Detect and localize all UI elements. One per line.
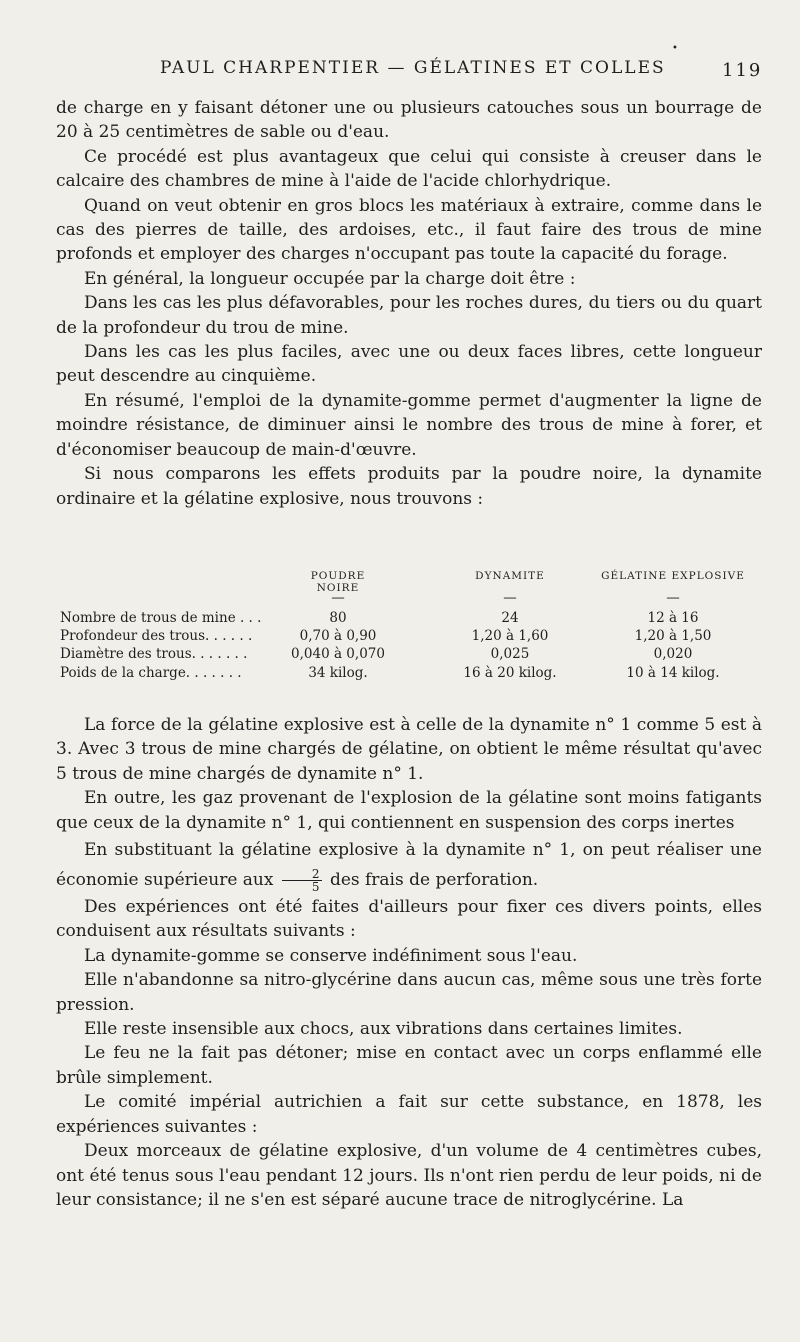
column-dash: — bbox=[331, 590, 345, 606]
body-text-bottom bbox=[56, 713, 762, 1212]
cell: 10 à 14 kilog. bbox=[626, 665, 720, 681]
table-row bbox=[60, 610, 760, 628]
row-label: Profondeur des trous. . . . . . bbox=[60, 628, 253, 644]
row-label: Poids de la charge. . . . . . . bbox=[60, 665, 242, 681]
paragraph: de charge en y faisant détoner une ou plusieurs catouches sous un bourrage de 20 à 25 centimètres de sable ou d'eau. bbox=[56, 98, 762, 143]
column-dash: — bbox=[503, 590, 517, 606]
paragraph: Des expériences ont été faites d'ailleurs pour fixer ces divers points, elles conduisent aux résultats suivants : bbox=[56, 897, 762, 942]
cell: 0,040 à 0,070 bbox=[291, 646, 385, 662]
cell: 24 bbox=[501, 610, 519, 626]
column-header-dynamite: DYNAMITE bbox=[475, 570, 545, 582]
column-dash: — bbox=[666, 590, 680, 606]
cell: 0,70 à 0,90 bbox=[299, 628, 377, 644]
paragraph: Dans les cas les plus défavorables, pour les roches dures, du tiers ou du quart de la profondeur du trou de mine. bbox=[56, 293, 762, 338]
row-label: Diamètre des trous. . . . . . . bbox=[60, 646, 248, 662]
paragraph: La dynamite-gomme se conserve indéfiniment sous l'eau. bbox=[84, 945, 578, 966]
page-number: 119 bbox=[722, 60, 763, 81]
paragraph-text: des frais de perforation. bbox=[329, 870, 539, 891]
fraction-numerator: 2 bbox=[282, 868, 322, 881]
paragraph: Deux morceaux de gélatine explosive, d'un volume de 4 centimètres cubes, ont été tenus sous l'eau pendant 12 jours. Ils n'ont rien perdu de leur poids, ni de leur consistance; il ne s'en est séparé aucune trace de nitroglycérine. La bbox=[56, 1141, 762, 1210]
paragraph: Elle reste insensible aux chocs, aux vibrations dans certaines limites. bbox=[84, 1019, 683, 1040]
cell: 12 à 16 bbox=[647, 610, 699, 626]
printer-mark: • bbox=[672, 43, 680, 54]
fraction bbox=[282, 868, 322, 893]
paragraph: Le comité impérial autrichien a fait sur cette substance, en 1878, les expériences suivantes : bbox=[56, 1092, 762, 1137]
row-label: Nombre de trous de mine . . . bbox=[60, 610, 262, 626]
paragraph-text: En substituant la gélatine explosive à la dynamite n° 1, on peut réaliser une économie supérieure aux bbox=[56, 840, 762, 891]
cell: 1,20 à 1,50 bbox=[634, 628, 712, 644]
fraction-denominator: 5 bbox=[311, 880, 320, 895]
paragraph bbox=[56, 835, 762, 895]
paragraph: Si nous comparons les effets produits par la poudre noire, la dynamite ordinaire et la gélatine explosive, nous trouvons : bbox=[56, 464, 762, 509]
paragraph: Ce procédé est plus avantageux que celui qui consiste à creuser dans le calcaire des chambres de mine à l'aide de l'acide chlorhydrique. bbox=[56, 146, 762, 192]
paragraph: Quand on veut obtenir en gros blocs les matériaux à extraire, comme dans le cas des pierres de taille, des ardoises, etc., il faut faire des trous de mine profonds et employer des charges n'occupant pas toute la capacité du forage. bbox=[56, 195, 762, 265]
paragraph: En outre, les gaz provenant de l'explosion de la gélatine sont moins fatigants que ceux de la dynamite n° 1, qui contiennent en suspension des corps inertes bbox=[56, 788, 762, 833]
paragraph: En résumé, l'emploi de la dynamite-gomme permet d'augmenter la ligne de moindre résistance, de diminuer ainsi le nombre des trous de mine à forer, et d'économiser beaucoup de main-d'œuvre. bbox=[56, 390, 762, 460]
table-row bbox=[60, 646, 760, 664]
paragraph: Le feu ne la fait pas détoner; mise en contact avec un corps enflammé elle brûle simplement. bbox=[56, 1043, 762, 1088]
cell: 34 kilog. bbox=[308, 665, 368, 681]
cell: 16 à 20 kilog. bbox=[463, 665, 557, 681]
running-title: PAUL CHARPENTIER — GÉLATINES ET COLLES bbox=[160, 58, 666, 78]
cell: 80 bbox=[329, 610, 347, 626]
column-header-poudre-noire: POUDRE NOIRE bbox=[310, 570, 366, 594]
cell: 0,020 bbox=[653, 646, 693, 662]
table-row bbox=[60, 665, 760, 683]
table-row bbox=[60, 628, 760, 646]
body-text-top bbox=[56, 96, 762, 511]
paragraph: Elle n'abandonne sa nitro-glycérine dans aucun cas, même sous une très forte pression. bbox=[56, 970, 762, 1015]
cell: 1,20 à 1,60 bbox=[471, 628, 549, 644]
paragraph: La force de la gélatine explosive est à celle de la dynamite n° 1 comme 5 est à 3. Avec 3 trous de mine chargés de gélatine, on obtient le même résultat qu'avec 5 trous de mine chargés de dynamite n° 1. bbox=[56, 715, 762, 784]
paragraph: Dans les cas les plus faciles, avec une ou deux faces libres, cette longueur peut descendre au cinquième. bbox=[56, 342, 762, 387]
paragraph: En général, la longueur occupée par la charge doit être : bbox=[84, 268, 576, 289]
column-header-gelatine: GÉLATINE EXPLOSIVE bbox=[601, 570, 745, 582]
cell: 0,025 bbox=[490, 646, 530, 662]
